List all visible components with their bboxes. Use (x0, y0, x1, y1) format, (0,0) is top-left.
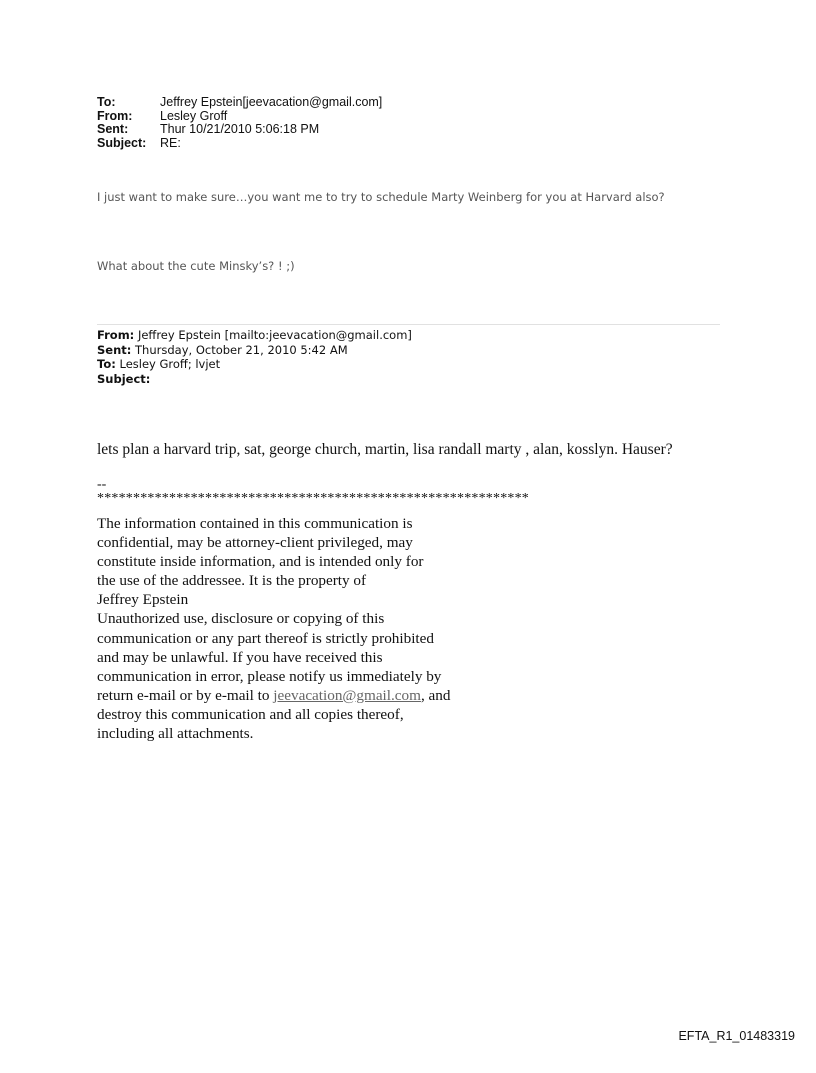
disclaimer-text: , and (420, 686, 451, 704)
reply-line-2: What about the cute Minsky’s? ! ;) (97, 259, 295, 273)
header-subject-value: RE: (160, 135, 181, 150)
disclaimer-line: communication in error, please notify us immediately by (97, 667, 442, 685)
header-from-label: From: (97, 108, 133, 123)
quoted-to-label: To: (97, 357, 116, 371)
bates-number: EFTA_R1_01483319 (678, 1029, 795, 1043)
quoted-to-value: Lesley Groff; lvjet (119, 357, 221, 371)
header-from-value: Lesley Groff (160, 108, 228, 123)
disclaimer-line: Jeffrey Epstein (97, 591, 189, 609)
signature-dashes: -- (97, 477, 107, 492)
disclaimer-line: confidential, may be attorney-client privileged, may (97, 534, 413, 552)
header-from-row (97, 110, 382, 124)
disclaimer-line: destroy this communication and all copies thereof, (97, 705, 404, 723)
quoted-message: lets plan a harvard trip, sat, george church, martin, lisa randall marty , alan, kosslyn. Hauser? (97, 441, 673, 458)
quoted-header (97, 328, 412, 386)
email-header (97, 96, 382, 150)
header-subject-row (97, 137, 382, 151)
disclaimer-line: and may be unlawful. If you have received this (97, 648, 383, 666)
disclaimer-text: return e-mail or by e-mail to (97, 686, 274, 704)
quoted-sent-label: Sent: (97, 342, 132, 357)
header-sent-label: Sent: (97, 122, 129, 136)
header-to-value: Jeffrey Epstein[jeevacation@gmail.com] (160, 95, 383, 109)
disclaimer-line: The information contained in this communication is (97, 515, 413, 532)
header-to-label: To: (97, 95, 116, 109)
disclaimer-line: Unauthorized use, disclosure or copying of this (97, 610, 385, 628)
quoted-from-row (97, 328, 412, 343)
header-sent-value: Thur 10/21/2010 5:06:18 PM (160, 122, 320, 136)
quoted-subject-row (97, 372, 412, 387)
quote-separator (97, 324, 720, 325)
reply-line-1: I just want to make sure…you want me to try to schedule Marty Weinberg for you at Harvard also? (97, 190, 665, 204)
quoted-from-label: From: (97, 328, 135, 342)
header-sent-row (97, 123, 382, 137)
disclaimer-line: communication or any part thereof is strictly prohibited (97, 629, 434, 647)
quoted-to-row (97, 357, 412, 372)
quoted-sent-row (97, 343, 412, 358)
confidentiality-disclaimer (97, 514, 450, 743)
quoted-from-value: Jeffrey Epstein [mailto:jeevacation@gmail.com] (137, 328, 412, 342)
email-link[interactable]: jeevacation@gmail.com (273, 686, 421, 704)
disclaimer-line-with-link (97, 686, 450, 705)
header-to-row (97, 96, 382, 110)
disclaimer-line: including all attachments. (97, 725, 254, 743)
disclaimer-line: constitute inside information, and is intended only for (97, 553, 424, 571)
quoted-sent-value: Thursday, October 21, 2010 5:42 AM (135, 342, 348, 357)
disclaimer-line: the use of the addressee. It is the property of (97, 572, 367, 590)
quoted-subject-label: Subject: (97, 371, 151, 386)
asterisk-divider: ************************************************************ (97, 491, 529, 506)
header-subject-label: Subject: (97, 135, 147, 150)
